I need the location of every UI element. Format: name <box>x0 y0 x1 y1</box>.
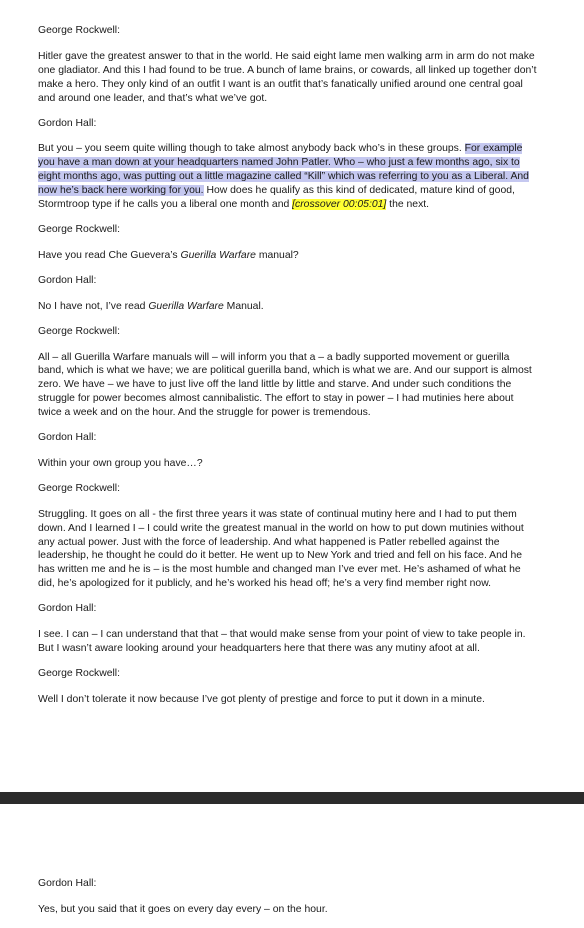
paragraph-text: the next. <box>386 199 430 211</box>
paragraph-text: Manual. <box>223 300 264 312</box>
speaker-label: George Rockwell: <box>38 223 121 235</box>
speaker-label: George Rockwell: <box>38 325 121 337</box>
speaker-label: Gordon Hall: <box>38 603 97 615</box>
dialogue-paragraph: I see. I can – I can understand that that – that would make sense from your point of view to take people in. But I wasn’t aware looking around your headquarters here that there was any mutiny afoot at all. <box>38 629 526 654</box>
dialogue-paragraph: Yes, but you said that it goes on every day every – on the hour. <box>38 903 328 915</box>
dialogue-paragraph-highlighted <box>38 142 538 212</box>
page-2-content <box>38 877 538 928</box>
paragraph-text: manual? <box>255 249 299 261</box>
speaker-label: George Rockwell: <box>38 667 121 679</box>
dialogue-paragraph: Well I don’t tolerate it now because I’ve got plenty of prestige and force to put it down in a minute. <box>38 693 485 705</box>
crossover-timestamp: [crossover 00:05:01] <box>292 199 387 211</box>
paragraph-text: No I have not, I’ve read <box>38 300 149 312</box>
page-separator <box>0 792 584 804</box>
dialogue-paragraph: All – all Guerilla Warfare manuals will – will inform you that a – a badly supported movement or guerilla band, which is what we have; we are political guerilla band, which is what we are. And our support is almost zero. We have – we have to just live off the land little by little and starve. And under such conditions the struggle for power becomes almost cannibalistic. The effort to stay in power – I had mutinies here about twice a week and on the hour. And the struggle for power is tremendous. <box>38 351 532 419</box>
dialogue-paragraph: Struggling. It goes on all - the first three years it was state of continual mutiny here and I had to put them down. And I learned I – I could write the greatest manual in the world on how to put down mutinies without any actual power. Just with the force of leadership. And what happened is Patler rebelled against the leadership, he thought he could do it better. He went up to New York and tried and fell on his face. And he has written me and he is – is the most humble and changed man I’ve ever met. He’s ashamed of what he did, he’s apologized for it publicly, and he’s worked his head off; he’s a very find member right now. <box>38 508 524 590</box>
speaker-label: George Rockwell: <box>38 482 121 494</box>
paragraph-text: How does he qualify as this kind of dedicated, mature kind of good, Stormtroop type if he calls you a liberal one month and <box>38 185 515 211</box>
dialogue-paragraph: Within your own group you have…? <box>38 457 203 469</box>
italic-title: Guerilla Warfare <box>180 249 256 261</box>
speaker-label: Gordon Hall: <box>38 878 97 889</box>
dialogue-paragraph: Hitler gave the greatest answer to that in the world. He said eight lame men walking arm in arm do not make one gladiator. And this I had found to be true. A bunch of lame brains, or cowards, all linked up together don’t make a hero. They only kind of an outfit I want is an outfit that’s fanatically unified around one central goal and around one leader, and that’s what we’ve got. <box>38 50 537 104</box>
page-1-content <box>38 24 538 718</box>
speaker-label: George Rockwell: <box>38 25 121 36</box>
italic-title: Guerilla Warfare <box>148 300 224 312</box>
paragraph-text: Have you read Che Guevera’s <box>38 249 181 261</box>
paragraph-text: But you – you seem quite willing though to take almost anybody back who’s in these groups. <box>38 143 465 155</box>
speaker-label: Gordon Hall: <box>38 117 97 129</box>
dialogue-paragraph <box>38 249 538 263</box>
speaker-label: Gordon Hall: <box>38 432 97 444</box>
speaker-label: Gordon Hall: <box>38 274 97 286</box>
dialogue-paragraph <box>38 300 538 314</box>
highlighted-text: For example you have a man down at your headquarters named John Patler. Who – who just a few months ago, six to eight months ago, was putting out a little magazine called “Kill” which was referring to you as a Liberal. And now he’s back here working for you. <box>38 143 529 197</box>
